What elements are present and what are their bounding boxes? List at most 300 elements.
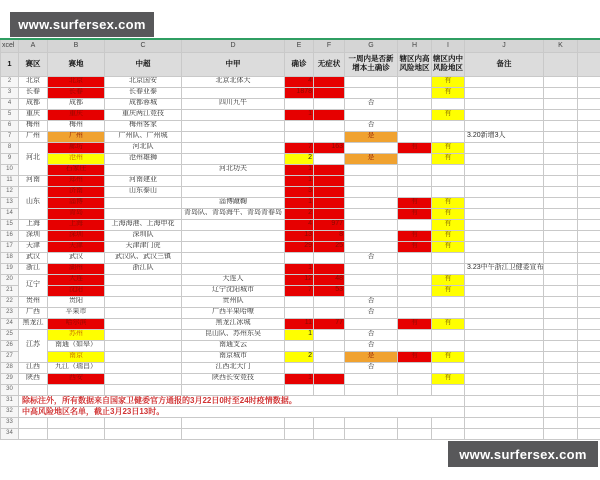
cell-C11[interactable]: 河南建业 (105, 175, 182, 186)
cell-J8[interactable] (465, 142, 544, 153)
cell-J33[interactable] (465, 417, 544, 428)
cell-B33[interactable] (48, 417, 105, 428)
row-header-33[interactable]: 33 (1, 417, 19, 428)
cell-E23[interactable] (285, 307, 314, 318)
cell-L24[interactable] (578, 318, 600, 329)
row-header-23[interactable]: 23 (1, 307, 19, 318)
cell-H28[interactable] (398, 362, 432, 373)
cell-H6[interactable] (398, 120, 432, 131)
cell-G33[interactable] (345, 417, 398, 428)
cell-H12[interactable] (398, 186, 432, 197)
col-header-b[interactable]: B (48, 39, 105, 52)
row-header-21[interactable]: 21 (1, 285, 19, 296)
cell-H23[interactable] (398, 307, 432, 318)
cell-B28[interactable]: 九江（瑞昌） (48, 362, 105, 373)
cell-B8[interactable]: 廊坊 (48, 142, 105, 153)
cell-F11[interactable] (314, 175, 345, 186)
row-header-8[interactable]: 8 (1, 142, 19, 153)
cell-G27[interactable]: 是 (345, 351, 398, 362)
cell-I34[interactable] (432, 428, 465, 439)
cell-K3[interactable] (544, 87, 578, 98)
cell-D6[interactable] (182, 120, 285, 131)
cell-G13[interactable] (345, 197, 398, 208)
cell-E4[interactable] (285, 98, 314, 109)
cell-F18[interactable] (314, 252, 345, 263)
cell-B25[interactable]: 苏州 (48, 329, 105, 340)
cell-H21[interactable] (398, 285, 432, 296)
cell-A25[interactable]: 江苏 (19, 329, 48, 362)
cell-J9[interactable] (465, 153, 544, 164)
cell-B22[interactable]: 贵阳 (48, 296, 105, 307)
cell-L4[interactable] (578, 98, 600, 109)
cell-A12[interactable]: 山东 (19, 186, 48, 219)
row-header-19[interactable]: 19 (1, 263, 19, 274)
cell-G22[interactable]: 否 (345, 296, 398, 307)
cell-G4[interactable]: 否 (345, 98, 398, 109)
cell-B5[interactable]: 重庆 (48, 109, 105, 120)
cell-H27[interactable]: 有 (398, 351, 432, 362)
cell-C27[interactable] (105, 351, 182, 362)
cell-G29[interactable] (345, 373, 398, 384)
cell-E24[interactable]: 11 (285, 318, 314, 329)
cell-K10[interactable] (544, 164, 578, 175)
cell-C15[interactable]: 上海海港、上海申花 (105, 219, 182, 230)
cell-I33[interactable] (432, 417, 465, 428)
cell-E11[interactable]: 1 (285, 175, 314, 186)
cell-A18[interactable]: 武汉 (19, 252, 48, 263)
cell-D23[interactable]: 广西平果哈嘹 (182, 307, 285, 318)
cell-L17[interactable] (578, 241, 600, 252)
cell-K24[interactable] (544, 318, 578, 329)
cell-F22[interactable] (314, 296, 345, 307)
cell-A33[interactable] (19, 417, 48, 428)
cell-C30[interactable] (105, 384, 182, 395)
cell-G28[interactable]: 否 (345, 362, 398, 373)
cell-E26[interactable] (285, 340, 314, 351)
cell-K2[interactable] (544, 76, 578, 87)
cell-F8[interactable]: 163 (314, 142, 345, 153)
cell-E8[interactable]: 7 (285, 142, 314, 153)
cell-E18[interactable] (285, 252, 314, 263)
cell-J26[interactable] (465, 340, 544, 351)
cell-F12[interactable] (314, 186, 345, 197)
cell-K28[interactable] (544, 362, 578, 373)
cell-D24[interactable]: 黑龙江冰城 (182, 318, 285, 329)
cell-F21[interactable]: 53 (314, 285, 345, 296)
row-header-15[interactable]: 15 (1, 219, 19, 230)
cell-I8[interactable]: 有 (432, 142, 465, 153)
cell-J2[interactable] (465, 76, 544, 87)
cell-L28[interactable] (578, 362, 600, 373)
cell-L34[interactable] (578, 428, 600, 439)
cell-K32[interactable] (544, 406, 578, 417)
cell-D16[interactable] (182, 230, 285, 241)
cell-J29[interactable] (465, 373, 544, 384)
cell-F16[interactable]: 8 (314, 230, 345, 241)
cell-H4[interactable] (398, 98, 432, 109)
row-header-9[interactable]: 9 (1, 153, 19, 164)
cell-L20[interactable] (578, 274, 600, 285)
cell-A20[interactable]: 辽宁 (19, 274, 48, 296)
cell-E19[interactable]: 1 (285, 263, 314, 274)
cell-D15[interactable] (182, 219, 285, 230)
cell-I28[interactable] (432, 362, 465, 373)
cell-L30[interactable] (578, 384, 600, 395)
cell-B14[interactable]: 青岛 (48, 208, 105, 219)
cell-F34[interactable] (314, 428, 345, 439)
cell-J25[interactable] (465, 329, 544, 340)
row-header-26[interactable]: 26 (1, 340, 19, 351)
cell-F20[interactable]: 48 (314, 274, 345, 285)
cell-G15[interactable] (345, 219, 398, 230)
cell-B9[interactable]: 沧州 (48, 153, 105, 164)
cell-I4[interactable] (432, 98, 465, 109)
cell-B15[interactable]: 上海 (48, 219, 105, 230)
cell-B19[interactable]: 湖州 (48, 263, 105, 274)
cell-L18[interactable] (578, 252, 600, 263)
cell-K21[interactable] (544, 285, 578, 296)
cell-I2[interactable]: 有 (432, 76, 465, 87)
cell-L9[interactable] (578, 153, 600, 164)
col-header-i[interactable]: I (432, 39, 465, 52)
cell-C8[interactable]: 河北队 (105, 142, 182, 153)
cell-C4[interactable]: 成都蓉城 (105, 98, 182, 109)
header-l-empty[interactable] (578, 52, 600, 76)
cell-B29[interactable]: 西安 (48, 373, 105, 384)
row-header-24[interactable]: 24 (1, 318, 19, 329)
cell-C24[interactable] (105, 318, 182, 329)
cell-E2[interactable]: 4 (285, 76, 314, 87)
col-header-f[interactable]: F (314, 39, 345, 52)
cell-A19[interactable]: 浙江 (19, 263, 48, 274)
cell-I11[interactable] (432, 175, 465, 186)
cell-L13[interactable] (578, 197, 600, 208)
row-header-27[interactable]: 27 (1, 351, 19, 362)
row-header-2[interactable]: 2 (1, 76, 19, 87)
cell-J11[interactable] (465, 175, 544, 186)
cell-I27[interactable]: 有 (432, 351, 465, 362)
cell-F9[interactable] (314, 153, 345, 164)
cell-B24[interactable]: 哈尔滨 (48, 318, 105, 329)
cell-E21[interactable]: 7 (285, 285, 314, 296)
cell-E28[interactable] (285, 362, 314, 373)
cell-I23[interactable] (432, 307, 465, 318)
header-zhongchao[interactable]: 中超 (105, 52, 182, 76)
cell-G18[interactable]: 否 (345, 252, 398, 263)
cell-I25[interactable] (432, 329, 465, 340)
row-header-18[interactable]: 18 (1, 252, 19, 263)
cell-A16[interactable]: 深圳 (19, 230, 48, 241)
cell-H3[interactable] (398, 87, 432, 98)
row-header-13[interactable]: 13 (1, 197, 19, 208)
cell-H11[interactable] (398, 175, 432, 186)
cell-E30[interactable] (285, 384, 314, 395)
cell-C23[interactable] (105, 307, 182, 318)
cell-J30[interactable] (465, 384, 544, 395)
cell-E27[interactable]: 2 (285, 351, 314, 362)
col-header-g[interactable]: G (345, 39, 398, 52)
cell-C26[interactable] (105, 340, 182, 351)
cell-E20[interactable]: 12 (285, 274, 314, 285)
cell-J20[interactable] (465, 274, 544, 285)
cell-F4[interactable] (314, 98, 345, 109)
cell-C34[interactable] (105, 428, 182, 439)
cell-A3[interactable]: 长春 (19, 87, 48, 98)
cell-G34[interactable] (345, 428, 398, 439)
cell-H15[interactable] (398, 219, 432, 230)
cell-E16[interactable]: 13 (285, 230, 314, 241)
cell-G30[interactable] (345, 384, 398, 395)
cell-B12[interactable]: 济南 (48, 186, 105, 197)
cell-K19[interactable] (544, 263, 578, 274)
cell-B10[interactable]: 石家庄 (48, 164, 105, 175)
cell-F7[interactable] (314, 131, 345, 142)
cell-H30[interactable] (398, 384, 432, 395)
cell-J19[interactable]: 3.23中午浙江卫健委宣布 (465, 263, 544, 274)
cell-B23[interactable]: 平果市 (48, 307, 105, 318)
cell-J24[interactable] (465, 318, 544, 329)
cell-K30[interactable] (544, 384, 578, 395)
col-header-j[interactable]: J (465, 39, 544, 52)
cell-C12[interactable]: 山东泰山 (105, 186, 182, 197)
cell-G3[interactable] (345, 87, 398, 98)
cell-J16[interactable] (465, 230, 544, 241)
cell-J7[interactable]: 3.20新增3人 (465, 131, 544, 142)
cell-K25[interactable] (544, 329, 578, 340)
cell-F29[interactable] (314, 373, 345, 384)
cell-J31[interactable] (465, 395, 544, 406)
cell-G24[interactable] (345, 318, 398, 329)
cell-E33[interactable] (285, 417, 314, 428)
cell-J12[interactable] (465, 186, 544, 197)
cell-D22[interactable]: 贵州队 (182, 296, 285, 307)
cell-D4[interactable]: 四川九牛 (182, 98, 285, 109)
row-header-25[interactable]: 25 (1, 329, 19, 340)
cell-D20[interactable]: 大连人 (182, 274, 285, 285)
cell-G17[interactable] (345, 241, 398, 252)
header-new-local-cases[interactable]: 一周内是否新增本土确诊 (345, 52, 398, 76)
cell-B27[interactable]: 南京 (48, 351, 105, 362)
cell-F26[interactable] (314, 340, 345, 351)
cell-H17[interactable]: 有 (398, 241, 432, 252)
header-k-empty[interactable] (544, 52, 578, 76)
cell-L19[interactable] (578, 263, 600, 274)
cell-C29[interactable] (105, 373, 182, 384)
cell-H5[interactable] (398, 109, 432, 120)
cell-K23[interactable] (544, 307, 578, 318)
row-header-31[interactable]: 31 (1, 395, 19, 406)
cell-J23[interactable] (465, 307, 544, 318)
cell-K17[interactable] (544, 241, 578, 252)
cell-F33[interactable] (314, 417, 345, 428)
header-high-risk[interactable]: 辖区内高风险地区 (398, 52, 432, 76)
cell-D18[interactable] (182, 252, 285, 263)
cell-E6[interactable] (285, 120, 314, 131)
cell-L25[interactable] (578, 329, 600, 340)
row-header-5[interactable]: 5 (1, 109, 19, 120)
cell-K6[interactable] (544, 120, 578, 131)
cell-I16[interactable]: 有 (432, 230, 465, 241)
cell-L22[interactable] (578, 296, 600, 307)
cell-A11[interactable]: 河南 (19, 175, 48, 186)
cell-C3[interactable]: 长春亚泰 (105, 87, 182, 98)
cell-K9[interactable] (544, 153, 578, 164)
cell-C19[interactable]: 浙江队 (105, 263, 182, 274)
cell-A6[interactable]: 梅州 (19, 120, 48, 131)
row-header-34[interactable]: 34 (1, 428, 19, 439)
cell-D13[interactable]: 淄博蹴鞠 (182, 197, 285, 208)
header-wuzhengzhuang[interactable]: 无症状 (314, 52, 345, 76)
cell-G5[interactable] (345, 109, 398, 120)
cell-G23[interactable]: 否 (345, 307, 398, 318)
cell-C22[interactable] (105, 296, 182, 307)
cell-E9[interactable]: 2 (285, 153, 314, 164)
cell-B4[interactable]: 成都 (48, 98, 105, 109)
cell-F25[interactable] (314, 329, 345, 340)
cell-K31[interactable] (544, 395, 578, 406)
cell-H22[interactable] (398, 296, 432, 307)
cell-B2[interactable]: 北京 (48, 76, 105, 87)
cell-I18[interactable] (432, 252, 465, 263)
cell-K27[interactable] (544, 351, 578, 362)
cell-K22[interactable] (544, 296, 578, 307)
cell-C25[interactable] (105, 329, 182, 340)
cell-H24[interactable]: 有 (398, 318, 432, 329)
cell-J10[interactable] (465, 164, 544, 175)
cell-H20[interactable] (398, 274, 432, 285)
cell-E25[interactable]: 1 (285, 329, 314, 340)
row-header-10[interactable]: 10 (1, 164, 19, 175)
cell-A30[interactable] (19, 384, 48, 395)
header-beizhu[interactable]: 备注 (465, 52, 544, 76)
cell-B13[interactable]: 淄博 (48, 197, 105, 208)
cell-H25[interactable] (398, 329, 432, 340)
cell-B21[interactable]: 沈阳 (48, 285, 105, 296)
cell-I30[interactable] (432, 384, 465, 395)
cell-F15[interactable]: 977 (314, 219, 345, 230)
cell-E7[interactable] (285, 131, 314, 142)
cell-G19[interactable] (345, 263, 398, 274)
cell-L12[interactable] (578, 186, 600, 197)
cell-C10[interactable] (105, 164, 182, 175)
cell-F13[interactable] (314, 197, 345, 208)
cell-E12[interactable]: 3 (285, 186, 314, 197)
cell-K26[interactable] (544, 340, 578, 351)
cell-B30[interactable] (48, 384, 105, 395)
cell-D25[interactable]: 昆山队、苏州东吴 (182, 329, 285, 340)
cell-I17[interactable]: 有 (432, 241, 465, 252)
cell-D33[interactable] (182, 417, 285, 428)
cell-L31[interactable] (578, 395, 600, 406)
col-header-d[interactable]: D (182, 39, 285, 52)
cell-G12[interactable] (345, 186, 398, 197)
cell-D3[interactable] (182, 87, 285, 98)
cell-L3[interactable] (578, 87, 600, 98)
cell-B26[interactable]: 南通（如皋） (48, 340, 105, 351)
row-header-7[interactable]: 7 (1, 131, 19, 142)
cell-D21[interactable]: 辽宁沈阳城市 (182, 285, 285, 296)
cell-L23[interactable] (578, 307, 600, 318)
cell-L8[interactable] (578, 142, 600, 153)
cell-D9[interactable] (182, 153, 285, 164)
cell-B17[interactable]: 天津 (48, 241, 105, 252)
cell-F10[interactable] (314, 164, 345, 175)
cell-L33[interactable] (578, 417, 600, 428)
cell-A34[interactable] (19, 428, 48, 439)
cell-K33[interactable] (544, 417, 578, 428)
cell-L14[interactable] (578, 208, 600, 219)
cell-L27[interactable] (578, 351, 600, 362)
cell-I26[interactable] (432, 340, 465, 351)
row-header-17[interactable]: 17 (1, 241, 19, 252)
cell-J17[interactable] (465, 241, 544, 252)
cell-I14[interactable]: 有 (432, 208, 465, 219)
cell-A7[interactable]: 广州 (19, 131, 48, 142)
cell-A28[interactable]: 江西 (19, 362, 48, 373)
cell-D34[interactable] (182, 428, 285, 439)
cell-D26[interactable]: 南通支云 (182, 340, 285, 351)
cell-I7[interactable] (432, 131, 465, 142)
cell-F5[interactable] (314, 109, 345, 120)
cell-E3[interactable]: 1878 (285, 87, 314, 98)
cell-K4[interactable] (544, 98, 578, 109)
cell-L32[interactable] (578, 406, 600, 417)
cell-C9[interactable]: 沧州雄狮 (105, 153, 182, 164)
cell-D7[interactable] (182, 131, 285, 142)
header-saiqu[interactable]: 赛区 (19, 52, 48, 76)
cell-J13[interactable] (465, 197, 544, 208)
cell-A8[interactable]: 河北 (19, 142, 48, 175)
cell-C2[interactable]: 北京国安 (105, 76, 182, 87)
cell-A22[interactable]: 贵州 (19, 296, 48, 307)
cell-G21[interactable] (345, 285, 398, 296)
cell-H13[interactable]: 有 (398, 197, 432, 208)
cell-F2[interactable] (314, 76, 345, 87)
cell-I9[interactable]: 有 (432, 153, 465, 164)
cell-D10[interactable]: 河北功夫 (182, 164, 285, 175)
cell-I19[interactable] (432, 263, 465, 274)
cell-A17[interactable]: 天津 (19, 241, 48, 252)
cell-L26[interactable] (578, 340, 600, 351)
cell-B3[interactable]: 长春 (48, 87, 105, 98)
cell-K29[interactable] (544, 373, 578, 384)
cell-D17[interactable] (182, 241, 285, 252)
cell-E14[interactable]: 2 (285, 208, 314, 219)
cell-G11[interactable] (345, 175, 398, 186)
cell-B6[interactable]: 梅州 (48, 120, 105, 131)
cell-C16[interactable]: 深圳队 (105, 230, 182, 241)
cell-C21[interactable] (105, 285, 182, 296)
cell-H10[interactable] (398, 164, 432, 175)
cell-I10[interactable] (432, 164, 465, 175)
cell-H8[interactable]: 有 (398, 142, 432, 153)
cell-K14[interactable] (544, 208, 578, 219)
cell-I21[interactable]: 有 (432, 285, 465, 296)
cell-A23[interactable]: 广西 (19, 307, 48, 318)
cell-K16[interactable] (544, 230, 578, 241)
cell-J34[interactable] (465, 428, 544, 439)
cell-H9[interactable] (398, 153, 432, 164)
cell-A24[interactable]: 黑龙江 (19, 318, 48, 329)
cell-I15[interactable]: 有 (432, 219, 465, 230)
cell-E22[interactable] (285, 296, 314, 307)
cell-B7[interactable]: 广州 (48, 131, 105, 142)
header-zhongjia[interactable]: 中甲 (182, 52, 285, 76)
row-header-1[interactable]: 1 (1, 52, 19, 76)
cell-H34[interactable] (398, 428, 432, 439)
cell-G8[interactable] (345, 142, 398, 153)
cell-D27[interactable]: 南京城市 (182, 351, 285, 362)
